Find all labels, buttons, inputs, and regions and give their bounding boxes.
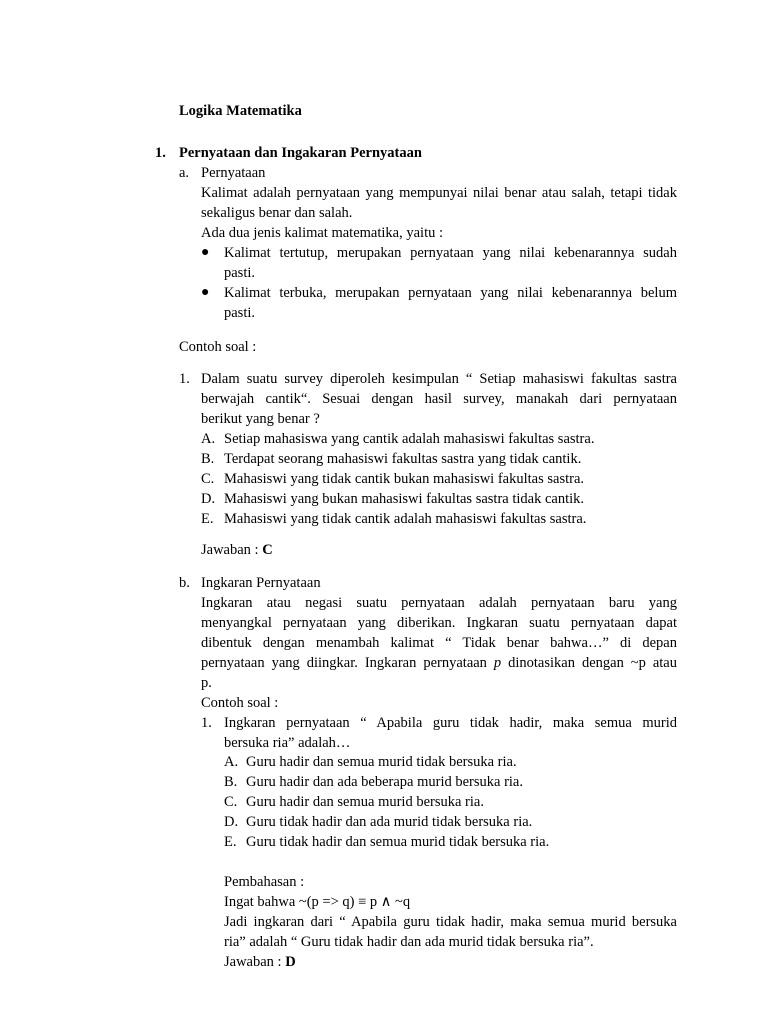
bullet-text: Kalimat terbuka, merupakan pernyataan yang nilai kebenarannya belum — [224, 285, 677, 301]
answer-label: Jawaban : — [224, 954, 286, 970]
negation-definition: menyangkal pernyataan yang diberikan. Ingkaran suatu pernyataan dapat — [201, 615, 677, 631]
negation-definition: Ingkaran atau negasi suatu pernyataan adalah pernyataan baru yang — [201, 595, 677, 611]
bullet-icon: ● — [201, 245, 210, 260]
option-text: Guru hadir dan semua murid tidak bersuka ria. — [246, 754, 517, 770]
bullet-text: pasti. — [224, 265, 256, 281]
option-letter: D. — [201, 491, 216, 507]
bullet-text: pasti. — [224, 305, 256, 321]
option-text: Terdapat seorang mahasiswi fakultas sastra yang tidak cantik. — [224, 451, 582, 467]
answer-value: C — [262, 542, 273, 558]
question-text: berikut yang benar ? — [201, 411, 320, 427]
discussion-text: Jadi ingkaran dari “ Apabila guru tidak hadir, maka semua murid bersuka — [224, 914, 677, 930]
section-number: 1. — [155, 145, 166, 161]
subsection-b-letter: b. — [179, 575, 190, 591]
bullet-icon: ● — [201, 285, 210, 300]
option-letter: A. — [201, 431, 216, 447]
example-label: Contoh soal : — [201, 695, 279, 711]
option-text: Guru hadir dan ada beberapa murid bersuka ria. — [246, 774, 523, 790]
option-text: Guru tidak hadir dan ada murid tidak bersuka ria. — [246, 814, 533, 830]
option-letter: E. — [224, 834, 237, 850]
option-letter: B. — [201, 451, 215, 467]
question-text: Ingkaran pernyataan “ Apabila guru tidak hadir, maka semua murid — [224, 715, 677, 731]
subsection-a-heading: Pernyataan — [201, 165, 266, 181]
question-text: berwajah cantik“. Sesuai dengan hasil survey, manakah dari pernyataan — [201, 391, 677, 407]
discussion-text: ria” adalah “ Guru tidak hadir dan ada murid tidak bersuka ria”. — [224, 934, 594, 950]
option-text: Mahasiswi yang tidak cantik bukan mahasiswi fakultas sastra. — [224, 471, 585, 487]
question-number: 1. — [201, 715, 212, 731]
bullet-text: Kalimat tertutup, merupakan pernyataan yang nilai kebenarannya sudah — [224, 245, 677, 261]
option-text: Mahasiswi yang bukan mahasiswi fakultas sastra tidak cantik. — [224, 491, 585, 507]
definition-line: sekaligus benar dan salah. — [201, 205, 353, 221]
negation-definition: dibentuk dengan menambah kalimat “ Tidak benar bahwa…” di depan — [201, 635, 677, 651]
question-text: bersuka ria” adalah… — [224, 735, 351, 751]
option-text: Setiap mahasiswa yang cantik adalah mahasiswi fakultas sastra. — [224, 431, 595, 447]
option-letter: C. — [201, 471, 215, 487]
answer-line — [201, 540, 273, 560]
option-letter: B. — [224, 774, 238, 790]
types-intro: Ada dua jenis kalimat matematika, yaitu : — [201, 225, 443, 241]
discussion-formula: Ingat bahwa ~(p => q) ≡ p ∧ ~q — [224, 894, 411, 910]
question-number: 1. — [179, 371, 190, 387]
variable-p: p — [493, 655, 502, 671]
example-label: Contoh soal : — [179, 339, 257, 355]
answer-line — [224, 952, 296, 972]
negation-text: dinotasikan dengan ~p atau — [501, 655, 677, 671]
answer-label: Jawaban : — [201, 542, 263, 558]
option-letter: D. — [224, 814, 239, 830]
section-heading: Pernyataan dan Ingakaran Pernyataan — [179, 145, 422, 161]
answer-value: D — [285, 954, 296, 970]
option-letter: E. — [201, 511, 214, 527]
question-text: Dalam suatu survey diperoleh kesimpulan “ Setiap mahasiswi fakultas sastra — [201, 371, 677, 387]
negation-text: pernyataan yang diingkar. Ingkaran pernyataan — [201, 655, 494, 671]
negation-definition — [201, 653, 677, 673]
subsection-a-letter: a. — [179, 165, 190, 181]
option-text: Guru tidak hadir dan semua murid tidak bersuka ria. — [246, 834, 550, 850]
option-letter: A. — [224, 754, 239, 770]
negation-definition: p. — [201, 675, 212, 691]
discussion-label: Pembahasan : — [224, 874, 305, 890]
option-letter: C. — [224, 794, 238, 810]
option-text: Mahasiswi yang tidak cantik adalah mahasiswi fakultas sastra. — [224, 511, 587, 527]
page-title: Logika Matematika — [179, 103, 302, 119]
subsection-b-heading: Ingkaran Pernyataan — [201, 575, 321, 591]
definition-line: Kalimat adalah pernyataan yang mempunyai nilai benar atau salah, tetapi tidak — [201, 185, 677, 201]
option-text: Guru hadir dan semua murid bersuka ria. — [246, 794, 484, 810]
